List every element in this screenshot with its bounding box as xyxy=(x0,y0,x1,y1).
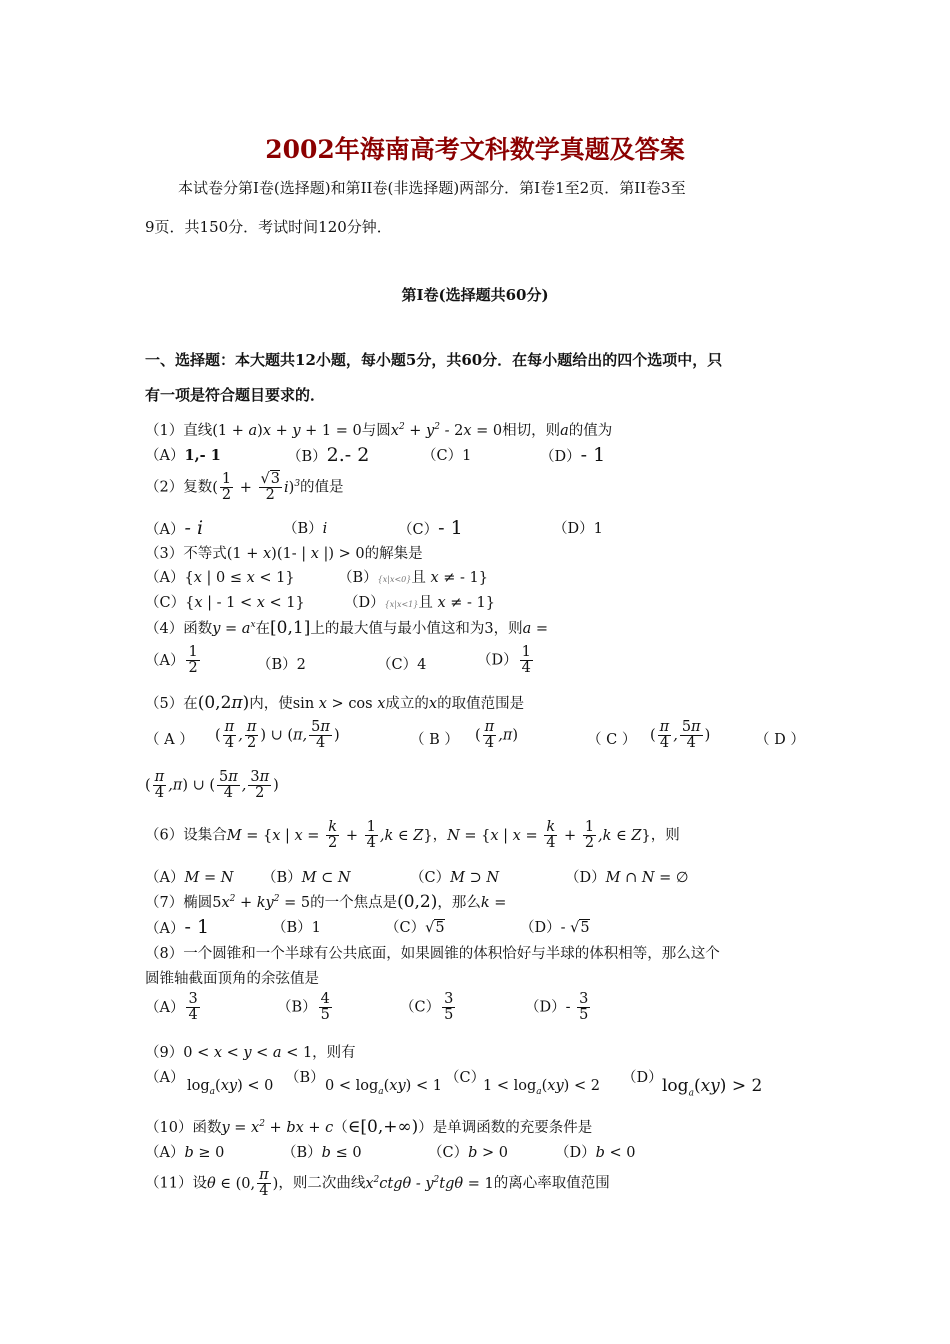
question-4-stem: （4）函数$y = a^x$在[0,1]上的最大值与最小值这和为3，则a = xyxy=(145,618,549,638)
option-d-label[interactable]: （ D ） xyxy=(755,732,805,748)
instructions-line-1: 一、选择题：本大题共12小题，每小题5分，共60分．在每小题给出的四个选项中，只 xyxy=(145,351,723,369)
question-10-options xyxy=(145,1141,636,1162)
question-8-stem-line-1: （8）一个圆锥和一个半球有公共底面，如果圆锥的体积恰好与半球的体积相等，那么这个 xyxy=(145,946,720,962)
formula: N = {x | x = $\frac{k}{4}$ + $\frac{1}{2}$ ,k ∈ Z} xyxy=(447,819,651,852)
option-a-label[interactable]: （ A ） xyxy=(145,732,194,748)
formula: $y = a^x$ xyxy=(212,620,256,637)
question-7-stem: （7）椭圆$5x^2 + ky^2 = 5$的一个焦点是(0,2)，那么k = xyxy=(145,892,507,912)
option-c[interactable]: （C）√5 xyxy=(385,920,445,936)
option-d[interactable]: （D）- $\frac{3}{5}$ xyxy=(525,991,589,1024)
option-c[interactable]: （C）- 1 xyxy=(398,517,463,539)
intro-line-1: 本试卷分第Ⅰ卷(选择题)和第II卷(非选择题)两部分．第Ⅰ卷1至2页．第II卷3至 xyxy=(178,179,686,197)
option-c-formula[interactable]: $1 < \log_a(xy) < 2$ xyxy=(483,1078,600,1097)
question-2-stem: （2）复数( $\frac{1}{2}$ + $\frac{√3}{2}$ i)$^3$的值是 xyxy=(145,471,344,504)
formula: $y = x^2$ + bx + c xyxy=(221,1119,334,1136)
option-c-label[interactable]: （ C ） xyxy=(587,732,637,748)
formula: (1 + x)(1- | x |) > 0 xyxy=(226,546,365,562)
question-9-stem: （9）0 < x < y < a < 1，则有 xyxy=(145,1045,356,1061)
option-a[interactable]: （A）1,- 1 xyxy=(145,447,221,464)
option-a-formula[interactable]: ( $\frac{\pi}{4}$ , $\frac{\pi}{2}$ ) ∪ (π, $\frac{5\pi}{4}$ ) xyxy=(215,719,340,752)
option-d[interactable]: （D）1 xyxy=(553,521,603,537)
option-c-label[interactable]: （C） xyxy=(445,1070,486,1086)
option-b[interactable]: （B）{x|x<0}且 x ≠ - 1} xyxy=(338,570,488,586)
question-4-options xyxy=(145,644,531,677)
formula: ( $\frac{1}{2}$ + $\frac{√3}{2}$ i)$^3$ xyxy=(212,471,301,504)
question-11-stem: （11）设θ ∈ (0, $\frac{\pi}{4}$ )，则二次曲线$x^2ctg\theta - y^2tg\theta = 1$的离心率取值范围 xyxy=(145,1167,610,1200)
option-a[interactable]: （A）{x | 0 ≤ x < 1} xyxy=(145,570,295,586)
option-c[interactable]: （C）4 xyxy=(377,657,427,673)
option-c[interactable]: （C）M ⊃ N xyxy=(410,870,500,886)
option-b[interactable]: （B）M ⊂ N xyxy=(262,870,351,886)
formula: 0 < x < y < a < 1 xyxy=(183,1045,313,1061)
option-b-label[interactable]: （B） xyxy=(285,1070,325,1086)
option-d[interactable]: （D）- √5 xyxy=(520,920,590,936)
formula: $x^2 + y^2 - 2x = 0$ xyxy=(390,422,503,439)
formula: $5x^2 + ky^2 = 5$ xyxy=(212,894,311,911)
option-b-formula[interactable]: $0 < \log_a(xy) < 1$ xyxy=(325,1078,442,1097)
option-d-formula[interactable]: ( $\frac{\pi}{4}$ ,π) ∪ ( $\frac{5\pi}{4}$ , $\frac{3\pi}{2}$ ) xyxy=(145,769,279,802)
instructions-line-2: 有一项是符合题目要求的． xyxy=(145,386,326,404)
formula: sin x > cos x xyxy=(292,696,386,712)
formula: $x^2ctg\theta - y^2tg\theta = 1$ xyxy=(365,1174,494,1192)
page-title: 2002年海南高考文科数学真题及答案 xyxy=(265,135,685,164)
option-a[interactable]: （A）M = N xyxy=(145,870,234,886)
option-a[interactable]: （A）b ≥ 0 xyxy=(145,1145,225,1161)
question-7-options xyxy=(145,916,590,938)
option-b[interactable]: （B）2 xyxy=(257,657,306,673)
option-a[interactable]: （A） $\frac{1}{2}$ xyxy=(145,644,198,677)
option-d[interactable]: （D）M ∩ N = ∅ xyxy=(565,870,689,886)
option-d[interactable]: （D）b < 0 xyxy=(555,1145,636,1161)
question-2-options xyxy=(145,517,603,539)
option-a-formula[interactable]: $\log_a(xy) < 0$ xyxy=(187,1078,274,1097)
option-d-formula[interactable]: $\log_a(xy) > 2$ xyxy=(662,1076,763,1099)
formula: (1 + a)x + y + 1 = 0 xyxy=(212,423,362,439)
question-8-stem-line-2: 圆锥轴截面顶角的余弦值是 xyxy=(145,971,319,987)
option-b-formula[interactable]: ( $\frac{\pi}{4}$ ,π) xyxy=(475,719,519,752)
option-c[interactable]: （C）b > 0 xyxy=(428,1145,508,1161)
question-1-options xyxy=(145,444,606,466)
option-a[interactable]: （A） $\frac{3}{4}$ xyxy=(145,991,198,1024)
option-d[interactable]: （D）{x|x<1}且 x ≠ - 1} xyxy=(344,595,495,611)
formula: θ ∈ (0, $\frac{\pi}{4}$ ) xyxy=(206,1167,279,1200)
option-d-label[interactable]: （D） xyxy=(622,1070,663,1086)
option-b[interactable]: （B）i xyxy=(283,521,328,537)
option-a[interactable]: （A）- i xyxy=(145,517,204,539)
option-b[interactable]: （B）2.- 2 xyxy=(287,444,370,466)
option-b[interactable]: （B）1 xyxy=(272,920,321,936)
option-a-label[interactable]: （A） xyxy=(145,1070,185,1086)
question-8-options xyxy=(145,991,589,1024)
option-d[interactable]: （D）- 1 xyxy=(540,444,606,466)
formula: M = {x | x = $\frac{k}{2}$ + $\frac{1}{4}$ ,k ∈ Z} xyxy=(226,819,433,852)
question-6-stem: （6）设集合M = {x | x = $\frac{k}{2}$ + $\frac{1}{4}$ ,k ∈ Z}，N = {x | x = $\frac{k}{4}$ + $\frac{1}{2}$ ,k ∈ Z}，则 xyxy=(145,819,680,852)
question-10-stem: （10）函数$y = x^2$ + bx + c（∈[0,+∞)）是单调函数的充要条件是 xyxy=(145,1117,593,1137)
section-title: 第Ⅰ卷(选择题共60分) xyxy=(401,286,549,304)
option-c[interactable]: （C）1 xyxy=(422,448,472,464)
option-b[interactable]: （B）b ≤ 0 xyxy=(282,1145,362,1161)
intro-line-2: 9页．共150分．考试时间120分钟． xyxy=(145,218,392,236)
option-c-formula[interactable]: ( $\frac{\pi}{4}$ , $\frac{5\pi}{4}$ ) xyxy=(650,719,711,752)
question-3-stem: （3）不等式(1 + x)(1- | x |) > 0的解集是 xyxy=(145,546,423,562)
question-3-options-cd xyxy=(145,591,495,612)
option-a[interactable]: （A）- 1 xyxy=(145,916,210,938)
question-6-options xyxy=(145,866,689,887)
option-c[interactable]: （C）{x | - 1 < x < 1} xyxy=(145,595,305,611)
question-1-stem: （1）直线(1 + a)x + y + 1 = 0与圆$x^2 + y^2 - 2x = 0$相切，则a的值为 xyxy=(145,422,613,439)
question-3-options-ab xyxy=(145,566,488,587)
option-b[interactable]: （B） $\frac{4}{5}$ xyxy=(277,991,330,1024)
option-b-label[interactable]: （ B ） xyxy=(410,732,459,748)
option-d[interactable]: （D） $\frac{1}{4}$ xyxy=(477,644,531,677)
question-5-stem: （5）在(0,2π)内，使sin x > cos x成立的x的取值范围是 xyxy=(145,693,525,713)
option-c[interactable]: （C） $\frac{3}{5}$ xyxy=(400,991,454,1024)
